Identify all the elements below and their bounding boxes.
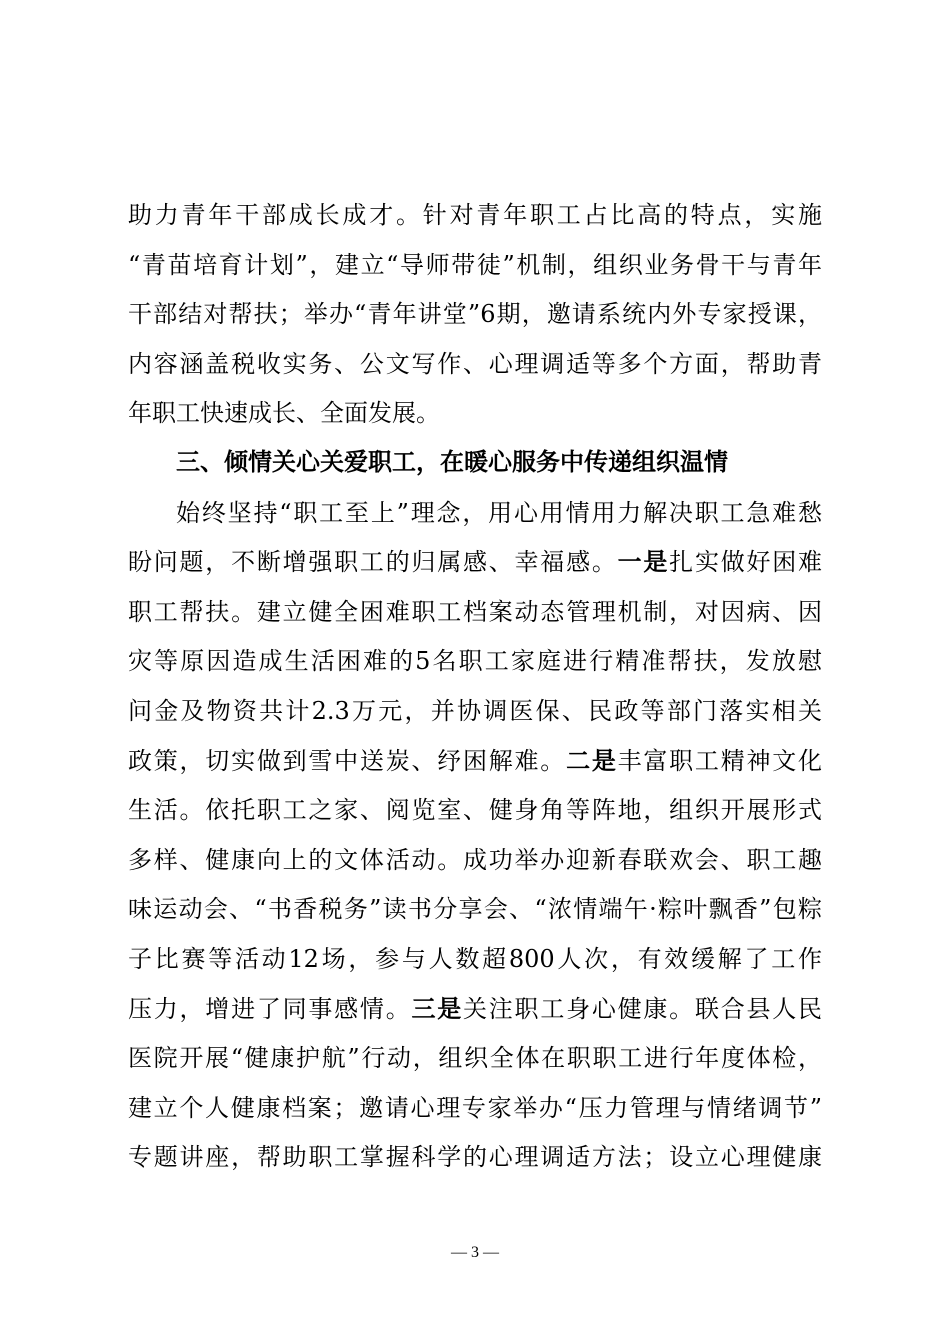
text-segment: 灾等原因造成生活困难的5名职工家庭进行精准帮扶，发放慰 [128,647,822,676]
text-line [128,198,822,232]
text-segment: 扎实做好困难 [669,548,823,577]
text-segment: 始终坚持“职工至上”理念，用心用情用力解决职工急难愁 [176,498,822,527]
text-segment: 生活。依托职工之家、阅览室、健身角等阵地，组织开展形式 [128,796,822,825]
text-line [128,793,822,827]
text-segment: 专题讲座，帮助职工掌握科学的心理调适方法；设立心理健康 [128,1143,822,1172]
text-line [128,595,822,629]
text-line [128,396,822,430]
text-segment: 味运动会、“书香税务”读书分享会、“浓情端午·粽叶飘香”包粽 [128,895,822,924]
text-segment: 关注职工身心健康。联合县人民 [463,994,823,1023]
text-line [176,496,822,530]
text-line [128,545,822,579]
text-segment: 年职工快速成长、全面发展。 [128,399,440,428]
text-segment: 建立个人健康档案；邀请心理专家举办“压力管理与情绪调节” [128,1093,822,1122]
text-line [128,942,822,976]
text-line [128,892,822,926]
text-line [128,347,822,381]
text-segment: 职工帮扶。建立健全困难职工档案动态管理机制，对因病、因 [128,597,822,626]
text-segment: 助力青年干部成长成才。针对青年职工占比高的特点，实施 [128,201,822,229]
text-line [128,297,822,331]
text-line [128,744,822,778]
text-segment: 丰富职工精神文化 [617,746,823,775]
text-segment: 医院开展“健康护航”行动，组织全体在职职工进行年度体检， [128,1044,822,1073]
text-segment: 压力，增进了同事感情。 [128,994,412,1023]
text-line [128,644,822,678]
text-segment: 多样、健康向上的文体活动。成功举办迎新春联欢会、职工趣 [128,845,822,874]
bold-lead-phrase: 一是 [617,547,670,577]
text-segment: 内容涵盖税收实务、公文写作、心理调适等多个方面，帮助青 [128,349,822,378]
text-line [128,1041,822,1075]
text-line [128,248,822,282]
bold-lead-phrase: 二是 [566,745,618,775]
text-line [128,843,822,877]
text-line [128,1140,822,1174]
text-line [128,1091,822,1125]
text-segment: 子比赛等活动12场，参与人数超800人次，有效缓解了工作 [128,945,822,973]
section-heading: 三、倾情关心关爱职工，在暖心服务中传递组织温情 [176,447,728,476]
page-number: — 3 — [451,1244,499,1261]
text-line [128,694,822,728]
text-segment: 政策，切实做到雪中送炭、纾困解难。 [128,746,567,775]
text-segment: 问金及物资共计2.3万元，并协调医保、民政等部门落实相关 [128,697,822,725]
text-line [128,992,822,1026]
text-segment: 干部结对帮扶；举办“青年讲堂”6期，邀请系统内外专家授课， [128,300,822,329]
text-segment: 盼问题，不断增强职工的归属感、幸福感。 [128,548,618,577]
text-segment: “青苗培育计划”，建立“导师带徒”机制，组织业务骨干与青年 [128,250,822,279]
bold-lead-phrase: 三是 [411,993,464,1023]
